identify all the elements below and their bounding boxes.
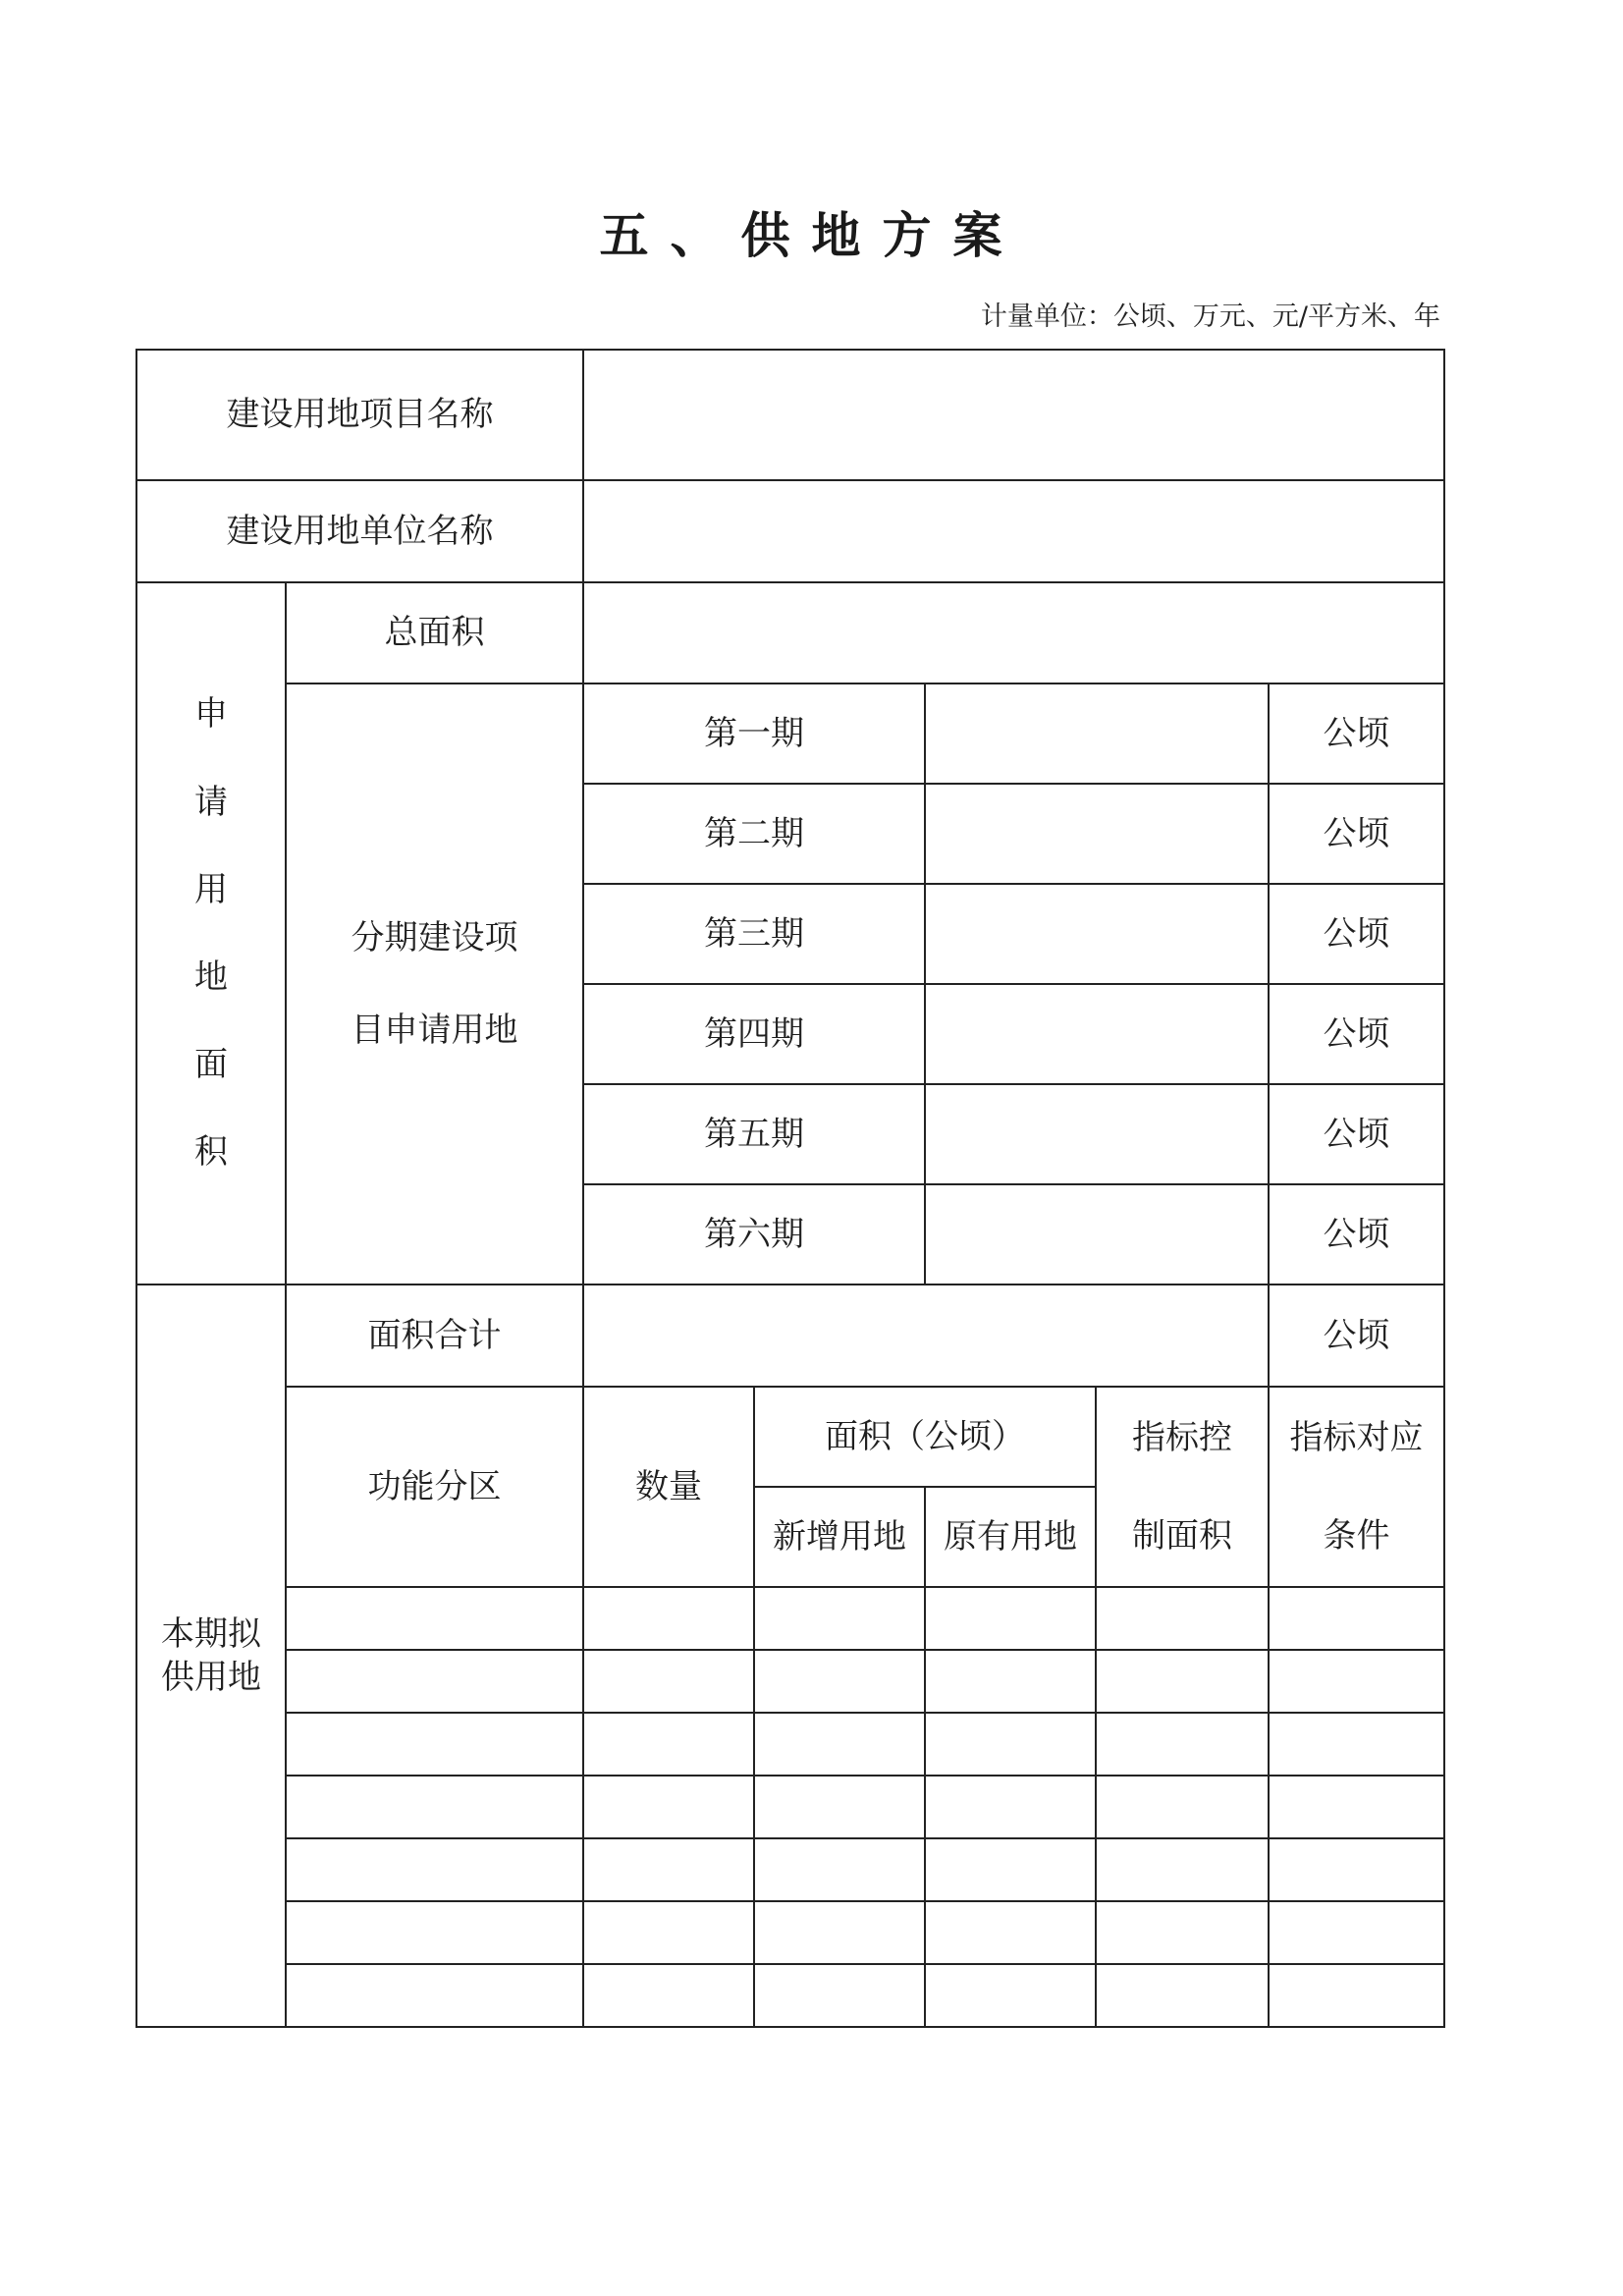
- phase-unit: 公顷: [1269, 884, 1444, 984]
- cell-index-ctrl[interactable]: [1096, 1650, 1269, 1713]
- header-index-cond-line: 条件: [1323, 1516, 1390, 1556]
- phase-value[interactable]: [925, 784, 1269, 884]
- total-area-label: 总面积: [286, 582, 583, 683]
- phase-value[interactable]: [925, 1184, 1269, 1285]
- cell-index-cond[interactable]: [1269, 1838, 1444, 1901]
- cell-quantity[interactable]: [583, 1713, 754, 1776]
- header-area-group: 面积（公顷）: [754, 1387, 1096, 1487]
- cell-new-land[interactable]: [754, 1838, 925, 1901]
- cell-index-cond[interactable]: [1269, 1776, 1444, 1838]
- phased-label-line: 目申请用地: [351, 1011, 518, 1050]
- cell-quantity[interactable]: [583, 1776, 754, 1838]
- header-index-cond: [1269, 1387, 1444, 1587]
- cell-existing-land[interactable]: [925, 1901, 1096, 1964]
- header-index-cond-line: 指标对应: [1289, 1417, 1424, 1457]
- supply-plan-table: [135, 349, 1445, 2028]
- cell-existing-land[interactable]: [925, 1838, 1096, 1901]
- cell-index-cond[interactable]: [1269, 1650, 1444, 1713]
- cell-quantity[interactable]: [583, 1964, 754, 2027]
- cell-index-ctrl[interactable]: [1096, 1964, 1269, 2027]
- cell-quantity[interactable]: [583, 1838, 754, 1901]
- phase-value[interactable]: [925, 683, 1269, 784]
- cell-quantity[interactable]: [583, 1650, 754, 1713]
- phased-label-line: 分期建设项: [351, 917, 518, 957]
- apply-area-char: 积: [194, 1132, 228, 1173]
- cell-existing-land[interactable]: [925, 1650, 1096, 1713]
- unit-note: 计量单位：公顷、万元、元/平方米、年: [980, 301, 1440, 332]
- header-quantity: 数量: [583, 1387, 754, 1587]
- cell-func-zone[interactable]: [286, 1964, 583, 2027]
- header-index-ctrl-line: 制面积: [1132, 1516, 1232, 1556]
- cell-index-ctrl[interactable]: [1096, 1713, 1269, 1776]
- header-existing-land: 原有用地: [925, 1487, 1096, 1587]
- phase-unit: 公顷: [1269, 984, 1444, 1084]
- cell-new-land[interactable]: [754, 1713, 925, 1776]
- apply-area-char: 地: [194, 957, 228, 997]
- cell-quantity[interactable]: [583, 1587, 754, 1650]
- cell-func-zone[interactable]: [286, 1713, 583, 1776]
- table-row: [136, 1838, 1444, 1901]
- table-row: [136, 1776, 1444, 1838]
- cell-func-zone[interactable]: [286, 1901, 583, 1964]
- current-supply-label-line: 供用地: [161, 1658, 261, 1697]
- cell-index-ctrl[interactable]: [1096, 1776, 1269, 1838]
- cell-new-land[interactable]: [754, 1964, 925, 2027]
- unit-name-label: 建设用地单位名称: [136, 480, 583, 582]
- cell-existing-land[interactable]: [925, 1713, 1096, 1776]
- phase-unit: 公顷: [1269, 1184, 1444, 1285]
- cell-existing-land[interactable]: [925, 1964, 1096, 2027]
- table-row: [136, 1650, 1444, 1713]
- cell-func-zone[interactable]: [286, 1587, 583, 1650]
- cell-quantity[interactable]: [583, 1901, 754, 1964]
- area-sum-label: 面积合计: [286, 1285, 583, 1387]
- cell-index-ctrl[interactable]: [1096, 1587, 1269, 1650]
- page-title: 五、供地方案: [599, 206, 1024, 264]
- cell-index-cond[interactable]: [1269, 1901, 1444, 1964]
- cell-index-cond[interactable]: [1269, 1964, 1444, 2027]
- table-row: [136, 1713, 1444, 1776]
- cell-index-cond[interactable]: [1269, 1713, 1444, 1776]
- header-index-ctrl-line: 指标控: [1132, 1417, 1232, 1457]
- cell-existing-land[interactable]: [925, 1776, 1096, 1838]
- header-func-zone: 功能分区: [286, 1387, 583, 1587]
- phase-value[interactable]: [925, 884, 1269, 984]
- header-index-ctrl: [1096, 1387, 1269, 1587]
- phase-label: 第三期: [583, 884, 925, 984]
- phase-value[interactable]: [925, 984, 1269, 1084]
- phase-label: 第六期: [583, 1184, 925, 1285]
- table-row: [136, 1587, 1444, 1650]
- apply-area-char: 面: [194, 1045, 228, 1085]
- table-row: [136, 1901, 1444, 1964]
- current-supply-label-line: 本期拟: [161, 1613, 261, 1654]
- total-area-value[interactable]: [583, 582, 1444, 683]
- area-sum-value[interactable]: [583, 1285, 1269, 1387]
- cell-func-zone[interactable]: [286, 1776, 583, 1838]
- cell-func-zone[interactable]: [286, 1838, 583, 1901]
- phase-value[interactable]: [925, 1084, 1269, 1184]
- phase-unit: 公顷: [1269, 1084, 1444, 1184]
- phase-unit: 公顷: [1269, 683, 1444, 784]
- cell-new-land[interactable]: [754, 1901, 925, 1964]
- phase-label: 第一期: [583, 683, 925, 784]
- apply-area-char: 请: [194, 782, 228, 822]
- apply-area-char: 用: [194, 869, 228, 909]
- unit-name-value[interactable]: [583, 480, 1444, 582]
- cell-index-ctrl[interactable]: [1096, 1838, 1269, 1901]
- phase-label: 第四期: [583, 984, 925, 1084]
- phased-label: [286, 683, 583, 1285]
- cell-func-zone[interactable]: [286, 1650, 583, 1713]
- current-supply-label: [136, 1285, 286, 2027]
- project-name-label: 建设用地项目名称: [136, 350, 583, 480]
- apply-area-char: 申: [194, 694, 228, 735]
- apply-area-label: [136, 582, 286, 1285]
- cell-index-ctrl[interactable]: [1096, 1901, 1269, 1964]
- phase-unit: 公顷: [1269, 784, 1444, 884]
- project-name-value[interactable]: [583, 350, 1444, 480]
- phase-label: 第二期: [583, 784, 925, 884]
- area-sum-unit: 公顷: [1269, 1285, 1444, 1387]
- table-row: [136, 1964, 1444, 2027]
- cell-new-land[interactable]: [754, 1776, 925, 1838]
- phase-label: 第五期: [583, 1084, 925, 1184]
- cell-existing-land[interactable]: [925, 1587, 1096, 1650]
- cell-index-cond[interactable]: [1269, 1587, 1444, 1650]
- header-new-land: 新增用地: [754, 1487, 925, 1587]
- cell-new-land[interactable]: [754, 1650, 925, 1713]
- cell-new-land[interactable]: [754, 1587, 925, 1650]
